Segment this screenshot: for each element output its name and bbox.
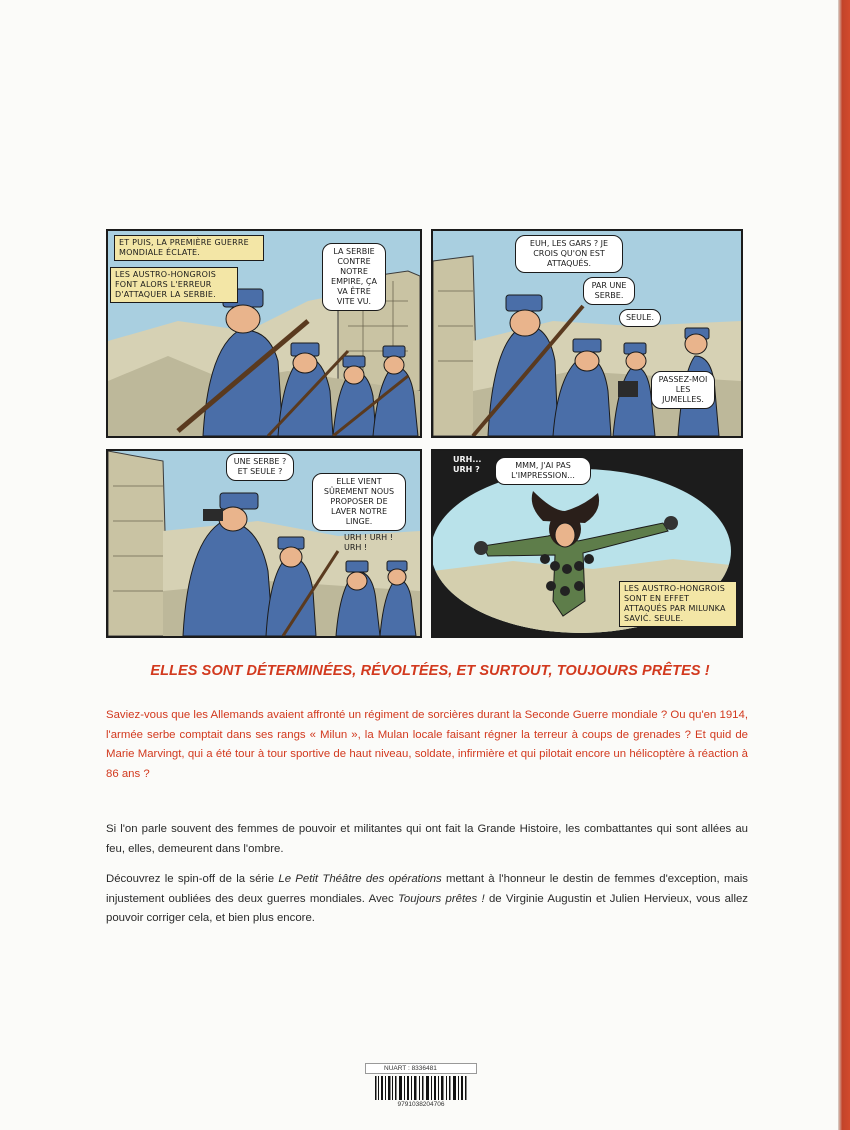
series-title: Le Petit Théâtre des opérations — [278, 873, 442, 885]
comic-panel-3 — [106, 449, 422, 638]
comic-panel-1 — [106, 229, 422, 438]
speech-bubble: MMM, J'AI PAS L'IMPRESSION... — [495, 457, 591, 485]
speech-bubble: LA SERBIE CONTRE NOTRE EMPIRE, ÇA VA ÊTRE VITE VU. — [322, 243, 386, 311]
caption-box: LES AUSTRO-HONGROIS FONT ALORS L'ERREUR D'ATTAQUER LA SERBIE. — [110, 267, 238, 303]
barcode — [365, 1063, 477, 1111]
speech-bubble: PAR UNE SERBE. — [583, 277, 635, 305]
speech-bubble: EUH, LES GARS ? JE CROIS QU'ON EST ATTAQUÉS. — [515, 235, 623, 273]
caption-box: LES AUSTRO-HONGROIS SONT EN EFFET ATTAQUÉS PAR MILUNKA SAVIĆ. SEULE. — [619, 581, 737, 627]
nuart-code: NUART : 8336481 — [365, 1063, 477, 1074]
caption-box: ET PUIS, LA PREMIÈRE GUERRE MONDIALE ÉCLATE. — [114, 235, 264, 261]
comic-panel-4 — [431, 449, 743, 638]
body-paragraph-2 — [106, 870, 748, 929]
tagline: ELLES SONT DÉTERMINÉES, RÉVOLTÉES, ET SURTOUT, TOUJOURS PRÊTES ! — [150, 663, 710, 679]
paragraph-text: de Virginie Augustin et Julien Hervieux, vous allez pouvoir corriger cela, et bien plus encore. — [106, 892, 749, 924]
sound-effect: URH ! URH ! URH ! — [344, 533, 393, 552]
book-title: Toujours prêtes ! — [397, 892, 485, 905]
sound-effect: URH... URH ? — [453, 455, 482, 474]
comic-panel-2 — [431, 229, 743, 438]
body-paragraph-1: Si l'on parle souvent des femmes de pouvoir et militantes qui ont fait la Grande Histoire, les combattantes qui sont allées au feu, elles, demeurent dans l'ombre. — [106, 823, 748, 855]
paragraph-text: Découvrez le spin-off de la série — [106, 873, 279, 885]
spine-edge — [838, 0, 850, 1130]
speech-bubble: ELLE VIENT SÛREMENT NOUS PROPOSER DE LAVER NOTRE LINGE. — [312, 473, 406, 531]
speech-bubble: PASSEZ-MOI LES JUMELLES. — [651, 371, 715, 409]
isbn-number: 9791038204706 — [397, 1101, 445, 1108]
speech-bubble: UNE SERBE ? ET SEULE ? — [226, 453, 294, 481]
paragraph-text: mettant à l'honneur le destin de femmes d'exception, mais injustement oubliées des deux guerres mondiales. Avec — [106, 873, 748, 905]
barcode-bars — [375, 1076, 467, 1100]
intro-paragraph: Saviez-vous que les Allemands avaient affronté un régiment de sorcières durant la Seconde Guerre mondiale ? Ou qu'en 1914, l'armée serbe comptait dans ses rangs « Milun », la Mulan locale faisant régner la terreur à coups de grenades ? Et quid de Marie Marvingt, qui a été tour à tour sportive de haut niveau, soldate, infirmière et qui pilotait encore un hélicoptère à réaction à 86 ans ? — [106, 709, 748, 780]
speech-bubble: SEULE. — [619, 309, 661, 327]
